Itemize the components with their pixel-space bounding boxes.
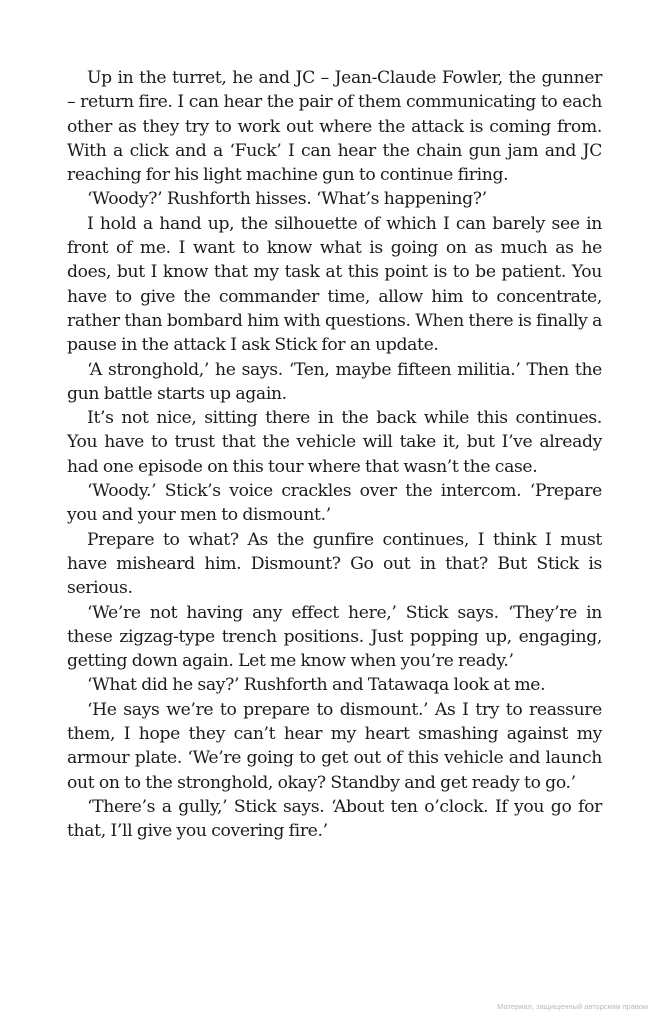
paragraph: ‘A stronghold,’ he says. ‘Ten, maybe fifteen militia.’ Then the gun battle starts up again. — [67, 359, 602, 404]
paragraph: ‘We’re not having any effect here,’ Stick says. ‘They’re in these zigzag-type trench positions. Just popping up, engaging, getting down again. Let me know when you’re ready.’ — [67, 602, 602, 672]
paragraph: ‘What did he say?’ Rushforth and Tatawaqa look at me. — [87, 675, 546, 696]
book-page-body — [67, 66, 602, 844]
paragraph: Up in the turret, he and JC – Jean-Claude Fowler, the gunner – return fire. I can hear the pair of them communicating to each other as they try to work out where the attack is coming from. With a click and a ‘Fuck’ I can hear the chain gun jam and JC reaching for his light machine gun to continue firing. — [67, 68, 602, 186]
paragraph: I hold a hand up, the silhouette of which I can barely see in front of me. I want to know what is going on as much as he does, but I know that my task at this point is to be patient. You have to give the commander time, allow him to concentrate, rather than bombard him with questions. When there is finally a pause in the attack I ask Stick for an update. — [67, 213, 602, 356]
copyright-watermark: Материал, защищенный авторским правом — [497, 1002, 648, 1011]
paragraph: ‘He says we’re to prepare to dismount.’ As I try to reassure them, I hope they can’t hear my heart smashing against my armour plate. ‘We’re going to get out of this vehicle and launch out on to the stronghold, okay? Standby and get ready to go.’ — [67, 699, 602, 793]
paragraph: ‘Woody.’ Stick’s voice crackles over the intercom. ‘Prepare you and your men to dismount.’ — [67, 481, 602, 526]
paragraph: ‘There’s a gully,’ Stick says. ‘About ten o’clock. If you go for that, I’ll give you covering fire.’ — [67, 796, 602, 842]
paragraph: It’s not nice, sitting there in the back while this continues. You have to trust that the vehicle will take it, but I’ve already had one episode on this tour where that wasn’t the case. — [67, 408, 602, 477]
paragraph: ‘Woody?’ Rushforth hisses. ‘What’s happening?’ — [87, 189, 487, 210]
paragraph: Prepare to what? As the gunfire continues, I think I must have misheard him. Dismount? Go out in that? But Stick is serious. — [67, 529, 602, 599]
